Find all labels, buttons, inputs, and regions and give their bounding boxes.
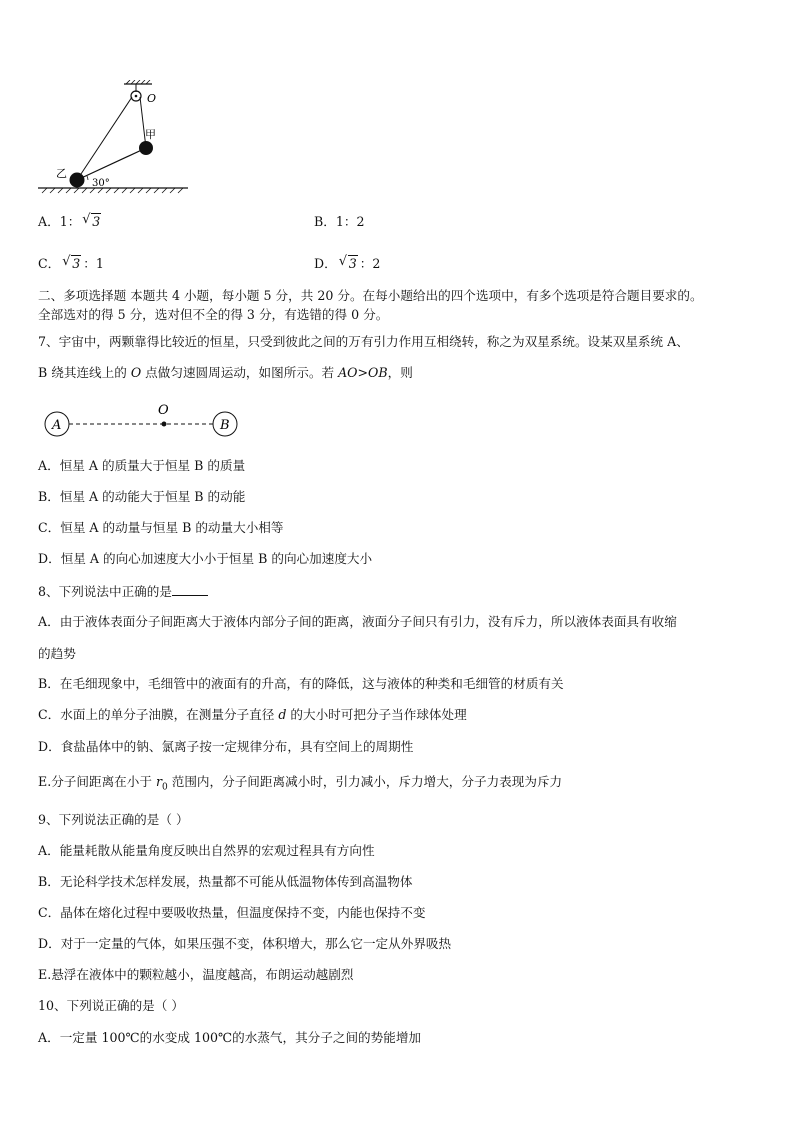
q8-stem: 8、下列说法中正确的是 bbox=[38, 584, 208, 600]
q9-stem: 9、下列说法正确的是（ ） bbox=[38, 812, 189, 827]
q9-option-c: C．晶体在熔化过程中要吸收热量，但温度保持不变，内能也保持不变 bbox=[38, 905, 426, 920]
point-o-label: O bbox=[158, 403, 169, 418]
q8-option-a-line1: A．由于液体表面分子间距离大于液体内部分子间的距离，液面分子间只有引力，没有斥力，所以液体表面具有收缩 bbox=[38, 614, 677, 629]
q9-option-d: D．对于一定量的气体，如果压强不变，体积增大，那么它一定从外界吸热 bbox=[38, 936, 452, 951]
q6-option-c: C． √ 3 ：1 bbox=[38, 254, 104, 271]
q10-stem: 10、下列说正确的是（ ） bbox=[38, 998, 184, 1013]
q8-option-b: B．在毛细现象中，毛细管中的液面有的升高，有的降低，这与液体的种类和毛细管的材质有关 bbox=[38, 676, 564, 691]
q7-option-a: A．恒星 A 的质量大于恒星 B 的质量 bbox=[38, 458, 246, 473]
section2-line1: 二、多项选择题 本题共 4 小题，每小题 5 分，共 20 分。在每小题给出的四个选项中，有多个选项是符合题目要求的。 bbox=[38, 288, 703, 303]
q7-stem-line2: B 绕其连线上的 O 点做匀速圆周运动，如图所示。若 AO>OB，则 bbox=[38, 365, 413, 380]
q8-option-a-line2: 的趋势 bbox=[38, 646, 76, 661]
q6-option-d: D． √ 3 ：2 bbox=[314, 254, 381, 271]
q9-option-a: A．能量耗散从能量角度反映出自然界的宏观过程具有方向性 bbox=[38, 843, 375, 858]
q7-option-d: D．恒星 A 的向心加速度大小小于恒星 B 的向心加速度大小 bbox=[38, 551, 373, 566]
label-angle: 30° bbox=[92, 178, 110, 189]
q9-option-e: E.悬浮在液体中的颗粒越小，温度越高，布朗运动越剧烈 bbox=[38, 967, 354, 982]
binary-star-figure bbox=[40, 402, 250, 444]
answer-blank bbox=[172, 584, 208, 596]
q7-option-c: C．恒星 A 的动量与恒星 B 的动量大小相等 bbox=[38, 520, 284, 535]
q8-option-c: C．水面上的单分子油膜，在测量分子直径 d 的大小时可把分子当作球体处理 bbox=[38, 707, 467, 722]
q7-stem-line1: 7、宇宙中，两颗靠得比较近的恒星，只受到彼此之间的万有引力作用互相绕转，称之为双星系统。设某双星系统 A、 bbox=[38, 334, 689, 349]
label-jia: 甲 bbox=[145, 128, 156, 141]
q6-option-a: A．1： √ 3 bbox=[38, 212, 101, 229]
section2-line2: 全部选对的得 5 分，选对但不全的得 3 分，有选错的得 0 分。 bbox=[38, 307, 389, 322]
star-a-label: A bbox=[52, 418, 62, 433]
q7-option-b: B．恒星 A 的动能大于恒星 B 的动能 bbox=[38, 489, 246, 504]
label-yi: 乙 bbox=[56, 167, 67, 180]
q8-option-d: D．食盐晶体中的钠、氯离子按一定规律分布，具有空间上的周期性 bbox=[38, 739, 414, 754]
q10-option-a: A．一定量 100℃的水变成 100℃的水蒸气，其分子之间的势能增加 bbox=[38, 1030, 422, 1045]
star-b-label: B bbox=[220, 418, 230, 433]
q9-option-b: B．无论科学技术怎样发展，热量都不可能从低温物体传到高温物体 bbox=[38, 874, 413, 889]
q8-option-e: E.分子间距离在小于 $r_0$ 范围内，分子间距离减小时，引力减小，斥力增大，分子力表现为斥力 bbox=[38, 774, 563, 793]
q6-option-b: B．1：2 bbox=[314, 214, 365, 229]
pendulum-figure bbox=[32, 80, 192, 195]
label-o: O bbox=[147, 92, 157, 105]
